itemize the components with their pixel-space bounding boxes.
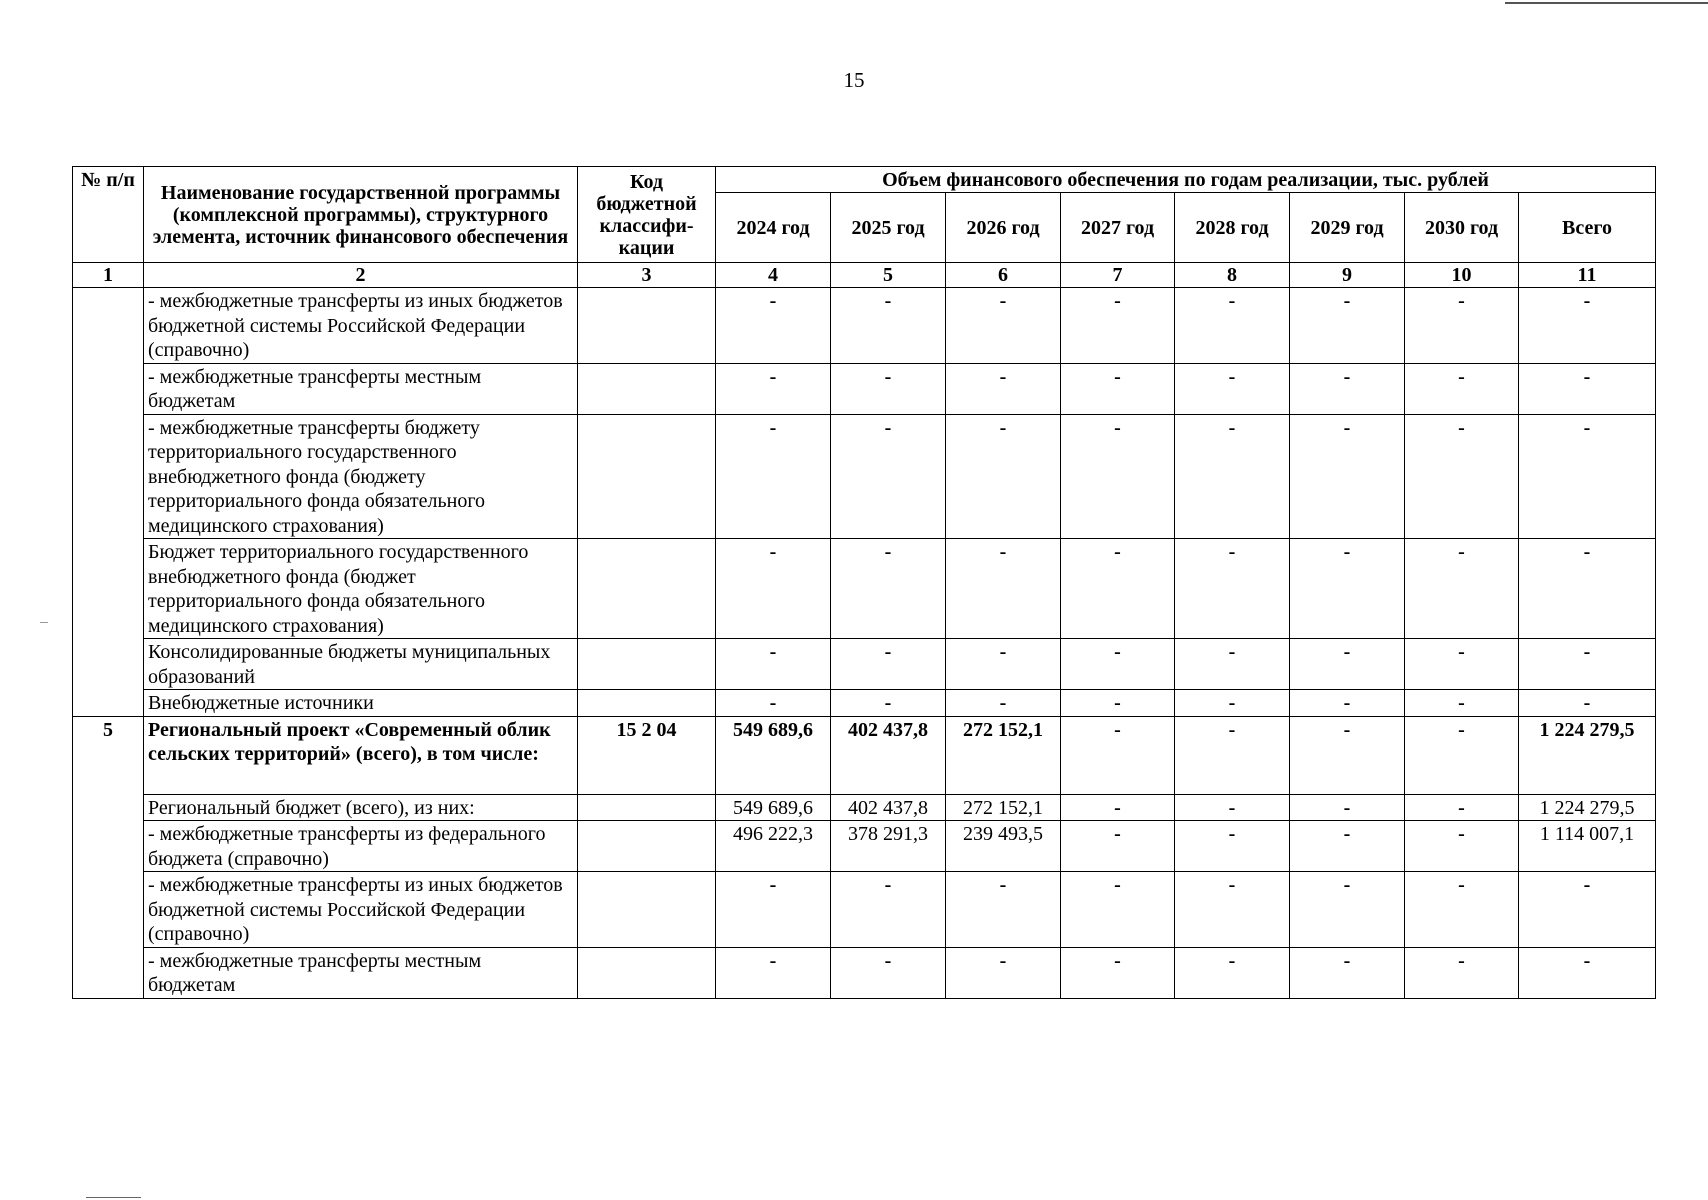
row-name-cell: Региональный проект «Современный облик сельских территорий» (всего), в том числе: <box>144 716 578 794</box>
year-value-cell: 402 437,8 <box>831 794 946 821</box>
table-row <box>73 947 1656 998</box>
column-number: 10 <box>1405 263 1519 288</box>
header-year-2025: 2025 год <box>831 193 946 263</box>
page-number: 15 <box>843 68 865 92</box>
year-value-cell: - <box>1290 821 1405 872</box>
year-value-cell: - <box>1405 690 1519 717</box>
year-value-cell: 272 152,1 <box>946 716 1061 794</box>
year-value-cell: - <box>1061 690 1175 717</box>
total-value-cell: 1 114 007,1 <box>1519 821 1656 872</box>
year-value-cell: - <box>1405 872 1519 948</box>
year-value-cell: - <box>1290 639 1405 690</box>
row-number-cell <box>73 288 144 717</box>
total-value-cell: - <box>1519 414 1656 539</box>
year-value-cell: - <box>1405 288 1519 364</box>
total-value-cell: - <box>1519 872 1656 948</box>
column-number: 8 <box>1175 263 1290 288</box>
header-budget-code: Код бюджетной классифи-кации <box>578 167 716 263</box>
year-value-cell: - <box>1290 872 1405 948</box>
budget-code-cell <box>578 794 716 821</box>
year-value-cell: - <box>831 363 946 414</box>
budget-code-cell <box>578 821 716 872</box>
year-value-cell: - <box>1061 363 1175 414</box>
year-value-cell: 549 689,6 <box>716 794 831 821</box>
year-value-cell: - <box>831 539 946 639</box>
year-value-cell: - <box>831 690 946 717</box>
year-value-cell: - <box>716 288 831 364</box>
year-value-cell: - <box>1061 947 1175 998</box>
header-name: Наименование государственной программы (комплексной программы), структурного элемента, источник финансового обеспечения <box>144 167 578 263</box>
year-value-cell: - <box>1175 288 1290 364</box>
header-year-2026: 2026 год <box>946 193 1061 263</box>
year-value-cell: - <box>1175 872 1290 948</box>
year-value-cell: - <box>1405 794 1519 821</box>
column-number: 6 <box>946 263 1061 288</box>
financing-table <box>72 166 1656 999</box>
year-value-cell: - <box>946 414 1061 539</box>
header-year-2029: 2029 год <box>1290 193 1405 263</box>
table-row <box>73 414 1656 539</box>
year-value-cell: - <box>831 947 946 998</box>
total-value-cell: - <box>1519 363 1656 414</box>
year-value-cell: - <box>946 539 1061 639</box>
year-value-cell: - <box>716 947 831 998</box>
year-value-cell: - <box>946 288 1061 364</box>
year-value-cell: - <box>1405 821 1519 872</box>
total-value-cell: - <box>1519 639 1656 690</box>
table-row <box>73 872 1656 948</box>
row-name-cell: Консолидированные бюджеты муниципальных образований <box>144 639 578 690</box>
year-value-cell: - <box>1405 947 1519 998</box>
header-total: Всего <box>1519 193 1656 263</box>
row-name-cell: - межбюджетные трансферты местным бюджетам <box>144 947 578 998</box>
year-value-cell: 239 493,5 <box>946 821 1061 872</box>
year-value-cell: - <box>1175 821 1290 872</box>
total-value-cell: 1 224 279,5 <box>1519 794 1656 821</box>
budget-code-cell <box>578 539 716 639</box>
year-value-cell: - <box>716 690 831 717</box>
row-name-cell: - межбюджетные трансферты из иных бюджетов бюджетной системы Российской Федерации (справочно) <box>144 872 578 948</box>
year-value-cell: - <box>1175 690 1290 717</box>
year-value-cell: - <box>1405 363 1519 414</box>
bottom-edge-line <box>86 1197 141 1198</box>
header-year-2027: 2027 год <box>1061 193 1175 263</box>
year-value-cell: - <box>946 690 1061 717</box>
row-number-cell: 5 <box>73 716 144 998</box>
table-row <box>73 821 1656 872</box>
header-year-2030: 2030 год <box>1405 193 1519 263</box>
year-value-cell: - <box>1061 288 1175 364</box>
left-margin-mark <box>40 622 48 623</box>
year-value-cell: - <box>716 639 831 690</box>
budget-code-cell <box>578 639 716 690</box>
row-name-cell: Региональный бюджет (всего), из них: <box>144 794 578 821</box>
year-value-cell: - <box>1290 716 1405 794</box>
year-value-cell: - <box>1061 872 1175 948</box>
year-value-cell: 402 437,8 <box>831 716 946 794</box>
table-row <box>73 639 1656 690</box>
row-name-cell: - межбюджетные трансферты из иных бюджетов бюджетной системы Российской Федерации (справочно) <box>144 288 578 364</box>
year-value-cell: - <box>946 947 1061 998</box>
year-value-cell: - <box>716 872 831 948</box>
table-body <box>73 288 1656 999</box>
row-name-cell: - межбюджетные трансферты бюджету территориального государственного внебюджетного фонда (бюджету территориального фонда обязательного медицинского страхования) <box>144 414 578 539</box>
header-row-number: № п/п <box>73 167 144 263</box>
header-financing-group: Объем финансового обеспечения по годам реализации, тыс. рублей <box>716 167 1656 193</box>
budget-code-cell <box>578 872 716 948</box>
budget-code-cell: 15 2 04 <box>578 716 716 794</box>
year-value-cell: - <box>1175 639 1290 690</box>
year-value-cell: - <box>1175 794 1290 821</box>
column-number: 3 <box>578 263 716 288</box>
column-number: 4 <box>716 263 831 288</box>
year-value-cell: - <box>946 363 1061 414</box>
year-value-cell: 549 689,6 <box>716 716 831 794</box>
table-row <box>73 716 1656 794</box>
column-number: 2 <box>144 263 578 288</box>
year-value-cell: - <box>946 639 1061 690</box>
year-value-cell: 496 222,3 <box>716 821 831 872</box>
header-year-2024: 2024 год <box>716 193 831 263</box>
column-number: 5 <box>831 263 946 288</box>
year-value-cell: - <box>1175 363 1290 414</box>
year-value-cell: - <box>1061 821 1175 872</box>
budget-code-cell <box>578 288 716 364</box>
year-value-cell: - <box>1175 947 1290 998</box>
column-numbers-row <box>73 263 1656 288</box>
budget-code-cell <box>578 947 716 998</box>
year-value-cell: - <box>1290 690 1405 717</box>
year-value-cell: - <box>1175 716 1290 794</box>
total-value-cell: - <box>1519 539 1656 639</box>
year-value-cell: - <box>1061 539 1175 639</box>
year-value-cell: - <box>716 539 831 639</box>
year-value-cell: - <box>1061 639 1175 690</box>
table-row <box>73 539 1656 639</box>
year-value-cell: 272 152,1 <box>946 794 1061 821</box>
year-value-cell: - <box>1061 794 1175 821</box>
year-value-cell: - <box>1290 414 1405 539</box>
year-value-cell: - <box>1405 716 1519 794</box>
year-value-cell: - <box>1290 288 1405 364</box>
year-value-cell: - <box>1290 539 1405 639</box>
year-value-cell: - <box>1290 947 1405 998</box>
year-value-cell: - <box>831 414 946 539</box>
year-value-cell: - <box>1290 794 1405 821</box>
year-value-cell: - <box>716 363 831 414</box>
column-number: 7 <box>1061 263 1175 288</box>
column-number: 1 <box>73 263 144 288</box>
table-row <box>73 363 1656 414</box>
column-number: 9 <box>1290 263 1405 288</box>
year-value-cell: - <box>831 872 946 948</box>
header-year-2028: 2028 год <box>1175 193 1290 263</box>
year-value-cell: 378 291,3 <box>831 821 946 872</box>
year-value-cell: - <box>831 639 946 690</box>
row-name-cell: Внебюджетные источники <box>144 690 578 717</box>
year-value-cell: - <box>1061 414 1175 539</box>
budget-code-cell <box>578 363 716 414</box>
column-number: 11 <box>1519 263 1656 288</box>
total-value-cell: 1 224 279,5 <box>1519 716 1656 794</box>
year-value-cell: - <box>1405 639 1519 690</box>
table-row <box>73 794 1656 821</box>
budget-code-cell <box>578 414 716 539</box>
year-value-cell: - <box>1175 539 1290 639</box>
total-value-cell: - <box>1519 947 1656 998</box>
budget-code-cell <box>578 690 716 717</box>
year-value-cell: - <box>1405 539 1519 639</box>
year-value-cell: - <box>1405 414 1519 539</box>
table-row <box>73 690 1656 717</box>
top-edge-line <box>1505 2 1708 4</box>
year-value-cell: - <box>1061 716 1175 794</box>
row-name-cell: Бюджет территориального государственного внебюджетного фонда (бюджет территориального фонда обязательного медицинского страхования) <box>144 539 578 639</box>
year-value-cell: - <box>1175 414 1290 539</box>
row-name-cell: - межбюджетные трансферты местным бюджетам <box>144 363 578 414</box>
table-row <box>73 288 1656 364</box>
total-value-cell: - <box>1519 288 1656 364</box>
year-value-cell: - <box>831 288 946 364</box>
year-value-cell: - <box>946 872 1061 948</box>
year-value-cell: - <box>1290 363 1405 414</box>
total-value-cell: - <box>1519 690 1656 717</box>
row-name-cell: - межбюджетные трансферты из федерального бюджета (справочно) <box>144 821 578 872</box>
year-value-cell: - <box>716 414 831 539</box>
